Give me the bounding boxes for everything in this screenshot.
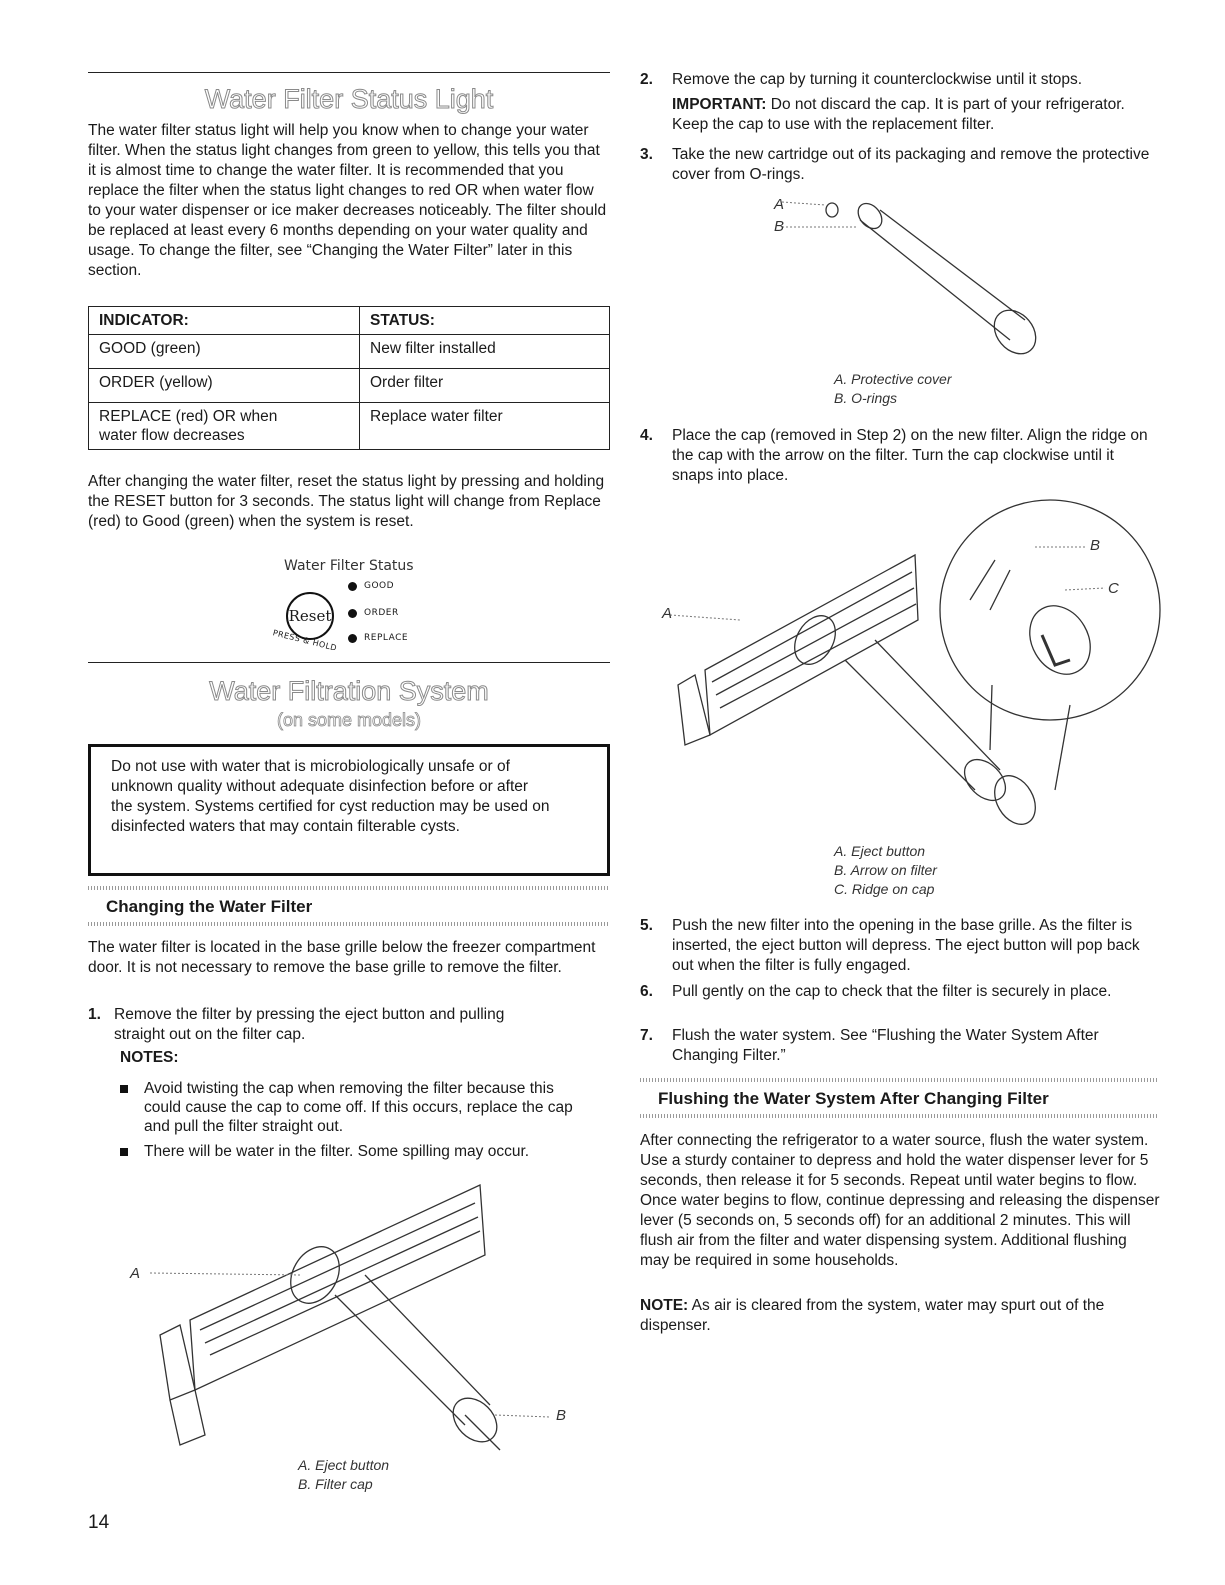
table-header-row <box>89 307 610 335</box>
reset-label: Reset <box>288 607 332 625</box>
table-cell: REPLACE (red) OR when water flow decreases <box>89 403 360 450</box>
step-4 <box>640 426 1160 486</box>
filter-removal-illustration <box>120 1165 590 1465</box>
step-text: Place the cap (removed in Step 2) on the new filter. Align the ridge on the cap with the arrow on the filter. Turn the cap clockwise until it snaps into place. <box>672 427 1148 484</box>
flushing-heading: Flushing the Water System After Changing Filter <box>658 1089 1049 1108</box>
indicator-dot <box>348 634 357 643</box>
step-number: 4. <box>640 427 653 444</box>
step-2 <box>640 70 1160 90</box>
fig1-caption-b: B. Filter cap <box>298 1476 373 1492</box>
changing-intro: The water filter is located in the base grille below the freezer compartment door. It is not necessary to remove the base grille to remove the filter. <box>88 939 596 976</box>
fig2-caption-b: B. O-rings <box>834 390 898 406</box>
fig1-label-b: B <box>556 1407 567 1424</box>
page-number: 14 <box>88 1512 110 1533</box>
note-text: As air is cleared from the system, water may spurt out of the dispenser. <box>640 1297 1105 1334</box>
step-number: 2. <box>640 71 653 88</box>
new-cartridge-illustration <box>770 190 1050 370</box>
section-rule <box>88 662 610 663</box>
indicator-order <box>348 608 399 618</box>
filter-status-heading: Water Filter Status Light <box>204 84 494 114</box>
step-number: 5. <box>640 917 653 934</box>
note-item <box>116 1142 606 1161</box>
press-hold-label: PRESS & HOLD <box>271 628 338 653</box>
step-text: Pull gently on the cap to check that the filter is securely in place. <box>672 983 1112 1000</box>
bullet-icon <box>120 1148 128 1156</box>
step-5 <box>640 916 1160 976</box>
filtration-subheading: (on some models) <box>276 710 422 730</box>
note-label: NOTE: <box>640 1297 689 1314</box>
step-text: Push the new filter into the opening in the base grille. As the filter is inserted, the eject button will depress. The eject button will pop back out when the filter is fully engaged. <box>672 917 1140 974</box>
fig3-caption-c: C. Ridge on cap <box>834 881 935 897</box>
step-number: 1. <box>88 1006 101 1023</box>
table-header: INDICATOR: <box>89 307 360 335</box>
notes-label: NOTES: <box>120 1049 179 1066</box>
fig2-label-b: B <box>774 218 785 235</box>
fig2-caption-a: A. Protective cover <box>834 371 952 387</box>
after-change-text: After changing the water filter, reset the status light by pressing and holding the RESET button for 3 seconds. The status light will change from Replace (red) to Good (green) when the system is reset. <box>88 473 605 530</box>
indicator-good <box>348 581 394 591</box>
fig3-label-b: B <box>1090 537 1101 554</box>
hatch-divider <box>640 1114 1158 1118</box>
step-3 <box>640 145 1160 185</box>
indicator-replace <box>348 633 408 643</box>
table-row <box>89 335 610 369</box>
filter-status-intro: The water filter status light will help you know when to change your water filter. When the status light changes from green to yellow, this tells you that it is almost time to change the water filter. It is recommended that you replace the filter when the status light changes to red OR when water flow to your water dispenser or ice maker decreases noticeably. The filter should be replaced at least every 6 months depending on your water quality and usage. To change the filter, see “Changing the Water Filter” later in this section. <box>88 122 607 279</box>
table-cell: GOOD (green) <box>89 335 360 369</box>
step-number: 3. <box>640 146 653 163</box>
indicator-dot <box>348 582 357 591</box>
indicator-label: GOOD <box>364 581 395 591</box>
note-item <box>116 1079 606 1136</box>
note-text: Avoid twisting the cap when removing the filter because this could cause the cap to come off. If this occurs, replace the cap and pull the filter straight out. <box>144 1080 573 1135</box>
important-block <box>672 95 1152 135</box>
fig1-label-a: A <box>130 1265 141 1282</box>
step-1 <box>88 1005 608 1045</box>
fig3-label-a: A <box>662 605 673 622</box>
table-cell: Replace water filter <box>360 403 610 450</box>
warning-box <box>88 744 610 876</box>
fig2-label-a: A <box>774 196 785 213</box>
hatch-divider <box>640 1078 1158 1082</box>
hatch-divider <box>88 922 610 926</box>
table-row <box>89 403 610 450</box>
hatch-divider <box>88 886 610 890</box>
filter-install-illustration <box>650 490 1165 850</box>
indicator-label: ORDER <box>364 608 399 618</box>
changing-heading: Changing the Water Filter <box>106 897 313 916</box>
filtration-heading: Water Filtration System <box>209 676 489 706</box>
fig3-label-c: C <box>1108 580 1119 597</box>
flushing-note <box>640 1296 1160 1336</box>
bullet-icon <box>120 1085 128 1093</box>
step-text: Remove the filter by pressing the eject button and pulling straight out on the filter cap. <box>114 1006 505 1043</box>
table-cell: ORDER (yellow) <box>89 369 360 403</box>
step-number: 7. <box>640 1027 653 1044</box>
step-text: Remove the cap by turning it counterclockwise until it stops. <box>672 71 1083 88</box>
warning-text: Do not use with water that is microbiologically unsafe or of unknown quality without adequate disinfection before or after the system. Systems certified for cyst reduction may be used on disinfected waters that may contain filterable cysts. <box>111 758 550 835</box>
indicator-label: REPLACE <box>364 633 409 643</box>
flushing-body: After connecting the refrigerator to a water source, flush the water system. Use a sturdy container to depress and hold the water dispenser lever for 5 seconds, then release it for 5 seconds. Repeat until water begins to flow. Once water begins to flow, continue depressing and releasing the dispenser lever (5 seconds on, 5 seconds off) for an additional 2 minutes. This will flush air from the filter and water dispensing system. Additional flushing may be required in some households. <box>640 1132 1160 1269</box>
fig3-caption-b: B. Arrow on filter <box>834 862 937 878</box>
table-cell: Order filter <box>360 369 610 403</box>
status-panel-title: Water Filter Status <box>284 558 414 574</box>
step-text: Take the new cartridge out of its packaging and remove the protective cover from O-rings. <box>672 146 1150 183</box>
step-text: Flush the water system. See “Flushing the Water System After Changing Filter.” <box>672 1027 1099 1064</box>
indicator-dot <box>348 609 357 618</box>
step-6 <box>640 982 1160 1002</box>
status-table <box>88 306 610 450</box>
important-label: IMPORTANT: <box>672 96 767 113</box>
table-row <box>89 369 610 403</box>
step-7 <box>640 1026 1160 1066</box>
step-number: 6. <box>640 983 653 1000</box>
fig1-caption-a: A. Eject button <box>298 1457 390 1473</box>
fig3-caption-a: A. Eject button <box>834 843 926 859</box>
important-text: Do not discard the cap. It is part of your refrigerator. Keep the cap to use with the replacement filter. <box>672 96 1125 133</box>
table-header: STATUS: <box>360 307 610 335</box>
note-text: There will be water in the filter. Some spilling may occur. <box>144 1143 530 1160</box>
table-cell: New filter installed <box>360 335 610 369</box>
top-rule-left <box>88 72 610 73</box>
